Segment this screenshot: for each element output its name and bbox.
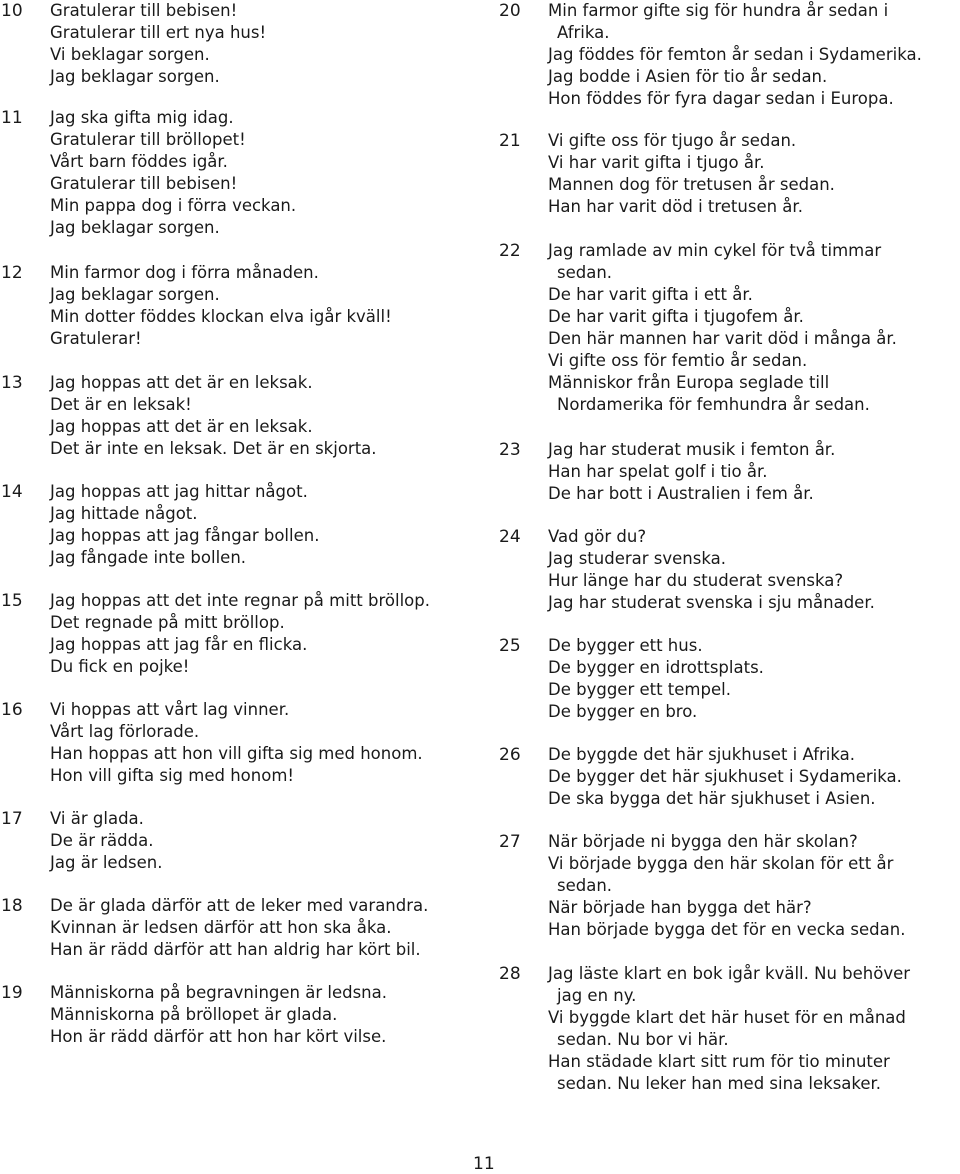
exercise-number: 15 (1, 591, 23, 611)
exercise-number: 26 (499, 745, 521, 765)
exercise-number: 11 (1, 108, 23, 128)
sentence: Hon föddes för fyra dagar sedan i Europa. (548, 89, 894, 108)
sentence: Min farmor gifte sig för hundra år sedan i (548, 1, 889, 20)
sentence: Afrika. (557, 23, 610, 42)
sentence: Jag hittade något. (50, 504, 198, 523)
sentence: Vi hoppas att vårt lag vinner. (50, 700, 290, 719)
exercise-20 (498, 0, 960, 110)
exercise-number: 20 (499, 1, 521, 21)
sentence: De byggde det här sjukhuset i Afrika. (548, 745, 855, 764)
sentence: Jag hoppas att jag fångar bollen. (50, 526, 320, 545)
sentence: Jag studerar svenska. (548, 549, 726, 568)
sentence: De är glada därför att de leker med varandra. (50, 896, 429, 915)
exercise-19 (0, 982, 478, 1048)
sentence: jag en ny. (557, 986, 637, 1005)
sentence: Min farmor dog i förra månaden. (50, 263, 319, 282)
sentence: Min dotter föddes klockan elva igår kväll! (50, 307, 392, 326)
exercise-number: 28 (499, 964, 521, 984)
sentence: Mannen dog för tretusen år sedan. (548, 175, 835, 194)
sentence: Jag bodde i Asien för tio år sedan. (548, 67, 828, 86)
sentence: Det regnade på mitt bröllop. (50, 613, 285, 632)
exercise-number: 23 (499, 440, 521, 460)
sentence: De har bott i Australien i fem år. (548, 484, 814, 503)
sentence: sedan. Nu leker han med sina leksaker. (557, 1074, 882, 1093)
sentence: Vi gifte oss för tjugo år sedan. (548, 131, 797, 150)
sentence: Hur länge har du studerat svenska? (548, 571, 844, 590)
exercise-14 (0, 481, 478, 569)
sentence: De bygger det här sjukhuset i Sydamerika. (548, 767, 902, 786)
sentence: Vad gör du? (548, 527, 647, 546)
exercise-18 (0, 895, 478, 961)
sentence: Människorna på begravningen är ledsna. (50, 983, 387, 1002)
page-number: 11 (473, 1154, 495, 1174)
sentence: Han städade klart sitt rum för tio minuter (548, 1052, 890, 1071)
sentence: De är rädda. (50, 831, 154, 850)
exercise-21 (498, 130, 960, 218)
sentence: Vi har varit gifta i tjugo år. (548, 153, 765, 172)
exercise-28 (498, 963, 960, 1095)
sentence: Jag beklagar sorgen. (50, 285, 220, 304)
sentence: Han är rädd därför att han aldrig har kört bil. (50, 940, 421, 959)
sentence: Vi byggde klart det här huset för en månad (548, 1008, 906, 1027)
sentence: Jag har studerat svenska i sju månader. (548, 593, 875, 612)
sentence: Människor från Europa seglade till (548, 373, 830, 392)
exercise-number: 21 (499, 131, 521, 151)
sentence: Kvinnan är ledsen därför att hon ska åka. (50, 918, 392, 937)
exercise-15 (0, 590, 478, 678)
sentence: sedan. Nu bor vi här. (557, 1030, 729, 1049)
exercise-number: 13 (1, 373, 23, 393)
exercise-number: 16 (1, 700, 23, 720)
sentence: De bygger en bro. (548, 702, 698, 721)
sentence: Vi är glada. (50, 809, 144, 828)
exercise-24 (498, 526, 960, 614)
sentence: Vi gifte oss för femtio år sedan. (548, 351, 808, 370)
exercise-number: 14 (1, 482, 23, 502)
sentence: Vi beklagar sorgen. (50, 45, 210, 64)
exercise-10 (0, 0, 478, 88)
exercise-25 (498, 635, 960, 723)
sentence: Den här mannen har varit död i många år. (548, 329, 897, 348)
exercise-13 (0, 372, 478, 460)
sentence: Människorna på bröllopet är glada. (50, 1005, 338, 1024)
sentence: De bygger ett hus. (548, 636, 703, 655)
sentence: De ska bygga det här sjukhuset i Asien. (548, 789, 876, 808)
exercise-16 (0, 699, 478, 787)
exercise-number: 27 (499, 832, 521, 852)
sentence: sedan. (557, 263, 613, 282)
sentence: Det är inte en leksak. Det är en skjorta. (50, 439, 377, 458)
sentence: Vårt lag förlorade. (50, 722, 200, 741)
exercise-17 (0, 808, 478, 874)
sentence: Det är en leksak! (50, 395, 192, 414)
sentence: Hon är rädd därför att hon har kört vilse. (50, 1027, 387, 1046)
sentence: Jag hoppas att jag hittar något. (50, 482, 308, 501)
sentence: Gratulerar till bröllopet! (50, 130, 246, 149)
sentence: Vi började bygga den här skolan för ett år (548, 854, 894, 873)
sentence: Han har varit död i tretusen år. (548, 197, 803, 216)
sentence: Vårt barn föddes igår. (50, 152, 228, 171)
sentence: Jag ramlade av min cykel för två timmar (548, 241, 882, 260)
sentence: Gratulerar till bebisen! (50, 174, 238, 193)
sentence: Jag hoppas att det inte regnar på mitt bröllop. (50, 591, 430, 610)
sentence: De har varit gifta i tjugofem år. (548, 307, 804, 326)
sentence: Jag hoppas att jag får en flicka. (50, 635, 308, 654)
exercise-12 (0, 262, 478, 350)
sentence: Han hoppas att hon vill gifta sig med honom. (50, 744, 423, 763)
sentence: Jag har studerat musik i femton år. (548, 440, 836, 459)
sentence: Du fick en pojke! (50, 657, 190, 676)
exercise-27 (498, 831, 960, 941)
exercise-26 (498, 744, 960, 810)
sentence: Hon vill gifta sig med honom! (50, 766, 295, 785)
exercise-23 (498, 439, 960, 505)
exercise-11 (0, 107, 478, 239)
sentence: Jag beklagar sorgen. (50, 67, 220, 86)
sentence: Jag hoppas att det är en leksak. (50, 373, 313, 392)
sentence: Jag beklagar sorgen. (50, 218, 220, 237)
sentence: De bygger en idrottsplats. (548, 658, 764, 677)
sentence: Gratulerar! (50, 329, 142, 348)
sentence: Min pappa dog i förra veckan. (50, 196, 297, 215)
sentence: Gratulerar till ert nya hus! (50, 23, 267, 42)
sentence: Nordamerika för femhundra år sedan. (557, 395, 870, 414)
exercise-number: 25 (499, 636, 521, 656)
sentence: Han har spelat golf i tio år. (548, 462, 768, 481)
sentence: Jag föddes för femton år sedan i Sydamerika. (548, 45, 922, 64)
exercise-number: 10 (1, 1, 23, 21)
sentence: Gratulerar till bebisen! (50, 1, 238, 20)
sentence: Jag fångade inte bollen. (50, 548, 247, 567)
exercise-number: 18 (1, 896, 23, 916)
sentence: De har varit gifta i ett år. (548, 285, 753, 304)
exercise-number: 22 (499, 241, 521, 261)
exercise-number: 24 (499, 527, 521, 547)
sentence: När började han bygga det här? (548, 898, 812, 917)
sentence: De bygger ett tempel. (548, 680, 731, 699)
sentence: Jag hoppas att det är en leksak. (50, 417, 313, 436)
exercise-number: 12 (1, 263, 23, 283)
exercise-number: 19 (1, 983, 23, 1003)
sentence: Jag ska gifta mig idag. (50, 108, 234, 127)
sentence: Han började bygga det för en vecka sedan. (548, 920, 906, 939)
sentence: När började ni bygga den här skolan? (548, 832, 858, 851)
sentence: Jag är ledsen. (50, 853, 163, 872)
sentence: Jag läste klart en bok igår kväll. Nu behöver (548, 964, 911, 983)
exercise-22 (498, 240, 960, 416)
exercise-number: 17 (1, 809, 23, 829)
sentence: sedan. (557, 876, 613, 895)
